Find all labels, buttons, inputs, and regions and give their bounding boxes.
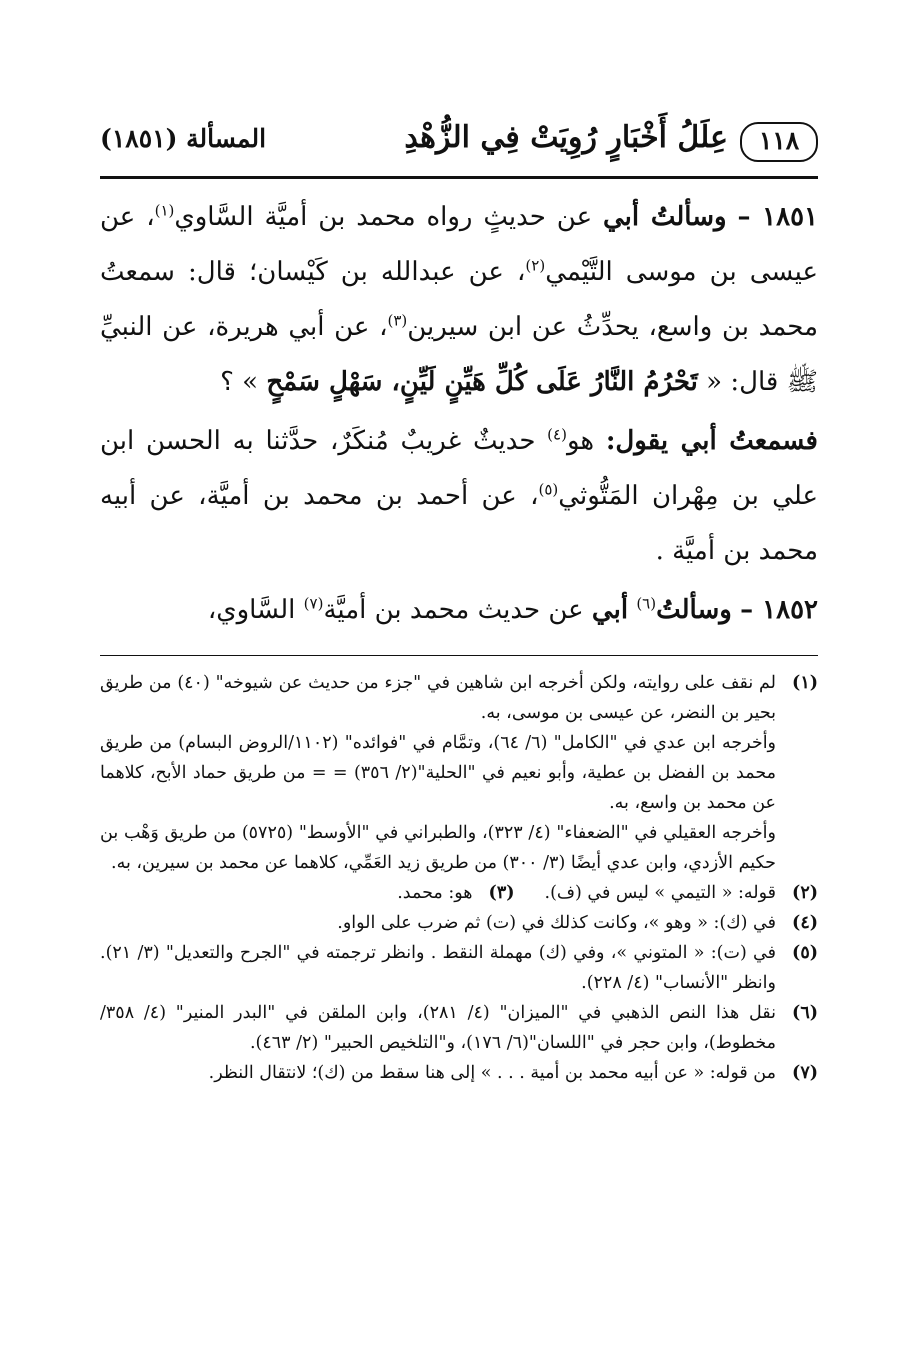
text-segment: السَّاوي، [207,595,296,625]
footnote-number: (٧) [792,1063,818,1083]
footnote-6 [100,998,818,1058]
hadith-text: تَحْرُمُ النَّارُ عَلَى كُلِّ هَيِّنٍ لَيِّنٍ، سَهْلٍ سَمْحٍ [266,367,698,397]
footnote-number: (١) [792,673,818,693]
footnote-7 [100,1058,818,1088]
footnote-1 [100,668,818,728]
book-title: عِلَلُ أَخْبَارٍ رُوِيَتْ فِي الزُّهْدِ [404,120,728,155]
text-segment: عن حديث محمد بن أميَّة [323,595,584,625]
footnote-1-cont: وأخرجه العقيلي في "الضعفاء" (٤/ ٣٢٣)، والطبراني في "الأوسط" (٥٧٢٥) من طريق وَهْب بن حكيم الأزدي، وابن عدي أيضًا (٣/ ٣٠٠) من طريق زيد العَمِّي، كلاهما عن محمد بن سيرين، به. [100,823,776,873]
text-segment: ، عن عبدالله بن كَيْسان؛ قال: سمعتُ محمد بن واسع، يحدِّثُ عن ابن سيرين [100,257,818,342]
question-lead: أبي [591,595,629,625]
question-lead: وسألتُ [656,595,732,625]
issue-number: ١٨٥١ – [737,202,819,232]
footnote-ref: (٤) [547,425,567,444]
footnote-number: (٢) [792,883,818,903]
text-segment: ، عن أحمد بن محمد بن أميَّة، عن أبيه محمد بن أميَّة . [100,481,818,566]
footnote-separator [100,655,818,656]
footnote-1-cont: وأخرجه ابن عدي في "الكامل" (٦/ ٦٤)، وتمَّام في "فوائده" (١١٠٢/الروض البسام) من طريق محمد بن الفضل بن عطية، وأبو نعيم في "الحلية"(٢/ ٣٥٦) = = من طريق حماد الأبح، كلاهما عن محمد بن واسع، به. [100,733,777,813]
page-number-badge: ١١٨ [740,122,818,162]
text-segment: هو [566,426,595,456]
text-segment: » ؟ [220,367,259,397]
footnote-number: (٥) [792,943,818,963]
text-segment: ، عن عيسى بن موسى التَّيْمي [100,202,818,287]
footnote-text: هو: محمد. [397,883,473,903]
paragraph-1852 [100,583,818,638]
footnote-ref: (٢) [525,256,546,275]
footnote-text: في (ك): « وهو »، وكانت كذلك في (ت) ثم ضرب على الواو. [337,913,776,933]
footnote-4 [100,908,818,938]
issue-label: المسألة (١٨٥١) [100,124,267,153]
footnote-text: في (ت): « المتوني »، وفي (ك) مهملة النقط . وانظر ترجمته في "الجرح والتعديل" (٣/ ٢١). وانظر "الأنساب" (٤/ ٢٢٨). [100,943,776,993]
paragraph-1851 [100,190,818,410]
paragraph-answer [100,414,818,579]
footnote-text: نقل هذا النص الذهبي في "الميزان" (٤/ ٢٨١)، وابن الملقن في "البدر المنير" (٤/ ٣٥٨/مخطوط)، وابن حجر في "اللسان"(٦/ ١٧٦)، و"التلخيص الحبير" (٢/ ٤٦٣). [100,1003,776,1053]
text-segment: ، عن أبي هريرة، عن النبيِّ ﷺ قال: « [100,312,818,397]
footnote-number: (٣) [488,883,515,903]
text-segment: عن حديثٍ رواه محمد بن أميَّة السَّاوي [174,202,593,232]
footnotes [100,668,818,1088]
footnote-ref: (٣) [387,311,408,330]
footnote-ref: (١) [154,201,175,220]
footnote-5 [100,938,818,998]
footnote-row-2-3 [100,878,818,908]
page-header [100,118,818,162]
footnote-ref: (٥) [538,480,559,499]
footnote-number: (٦) [792,1003,818,1023]
footnote-ref: (٧) [303,594,324,613]
issue-number: ١٨٥٢ – [740,595,818,625]
header-rule [100,176,818,179]
answer-lead: فسمعتُ أبي يقول: [605,426,818,456]
footnote-number: (٤) [792,913,818,933]
footnote-text: قوله: « التيمي » ليس في (ف). [544,883,776,903]
question-lead: وسألتُ أبي [603,202,727,232]
footnote-2 [545,878,819,908]
footnote-3 [397,878,514,908]
footnote-text: من قوله: « عن أبيه محمد بن أمية . . . » إلى هنا سقط من (ك)؛ لانتقال النظر. [208,1063,776,1083]
text-segment: حديثٌ غريبٌ مُنكَرٌ، حدَّثنا به الحسن ابن علي بن مِهْران المَتُّوثي [100,426,818,511]
footnote-ref: (٦) [636,594,657,613]
main-text [100,190,818,642]
footnote-text: لم نقف على روايته، ولكن أخرجه ابن شاهين في "جزء من حديث عن شيوخه" (٤٠) من طريق بحير بن النضر، عن عيسى بن موسى، به. [100,673,777,723]
